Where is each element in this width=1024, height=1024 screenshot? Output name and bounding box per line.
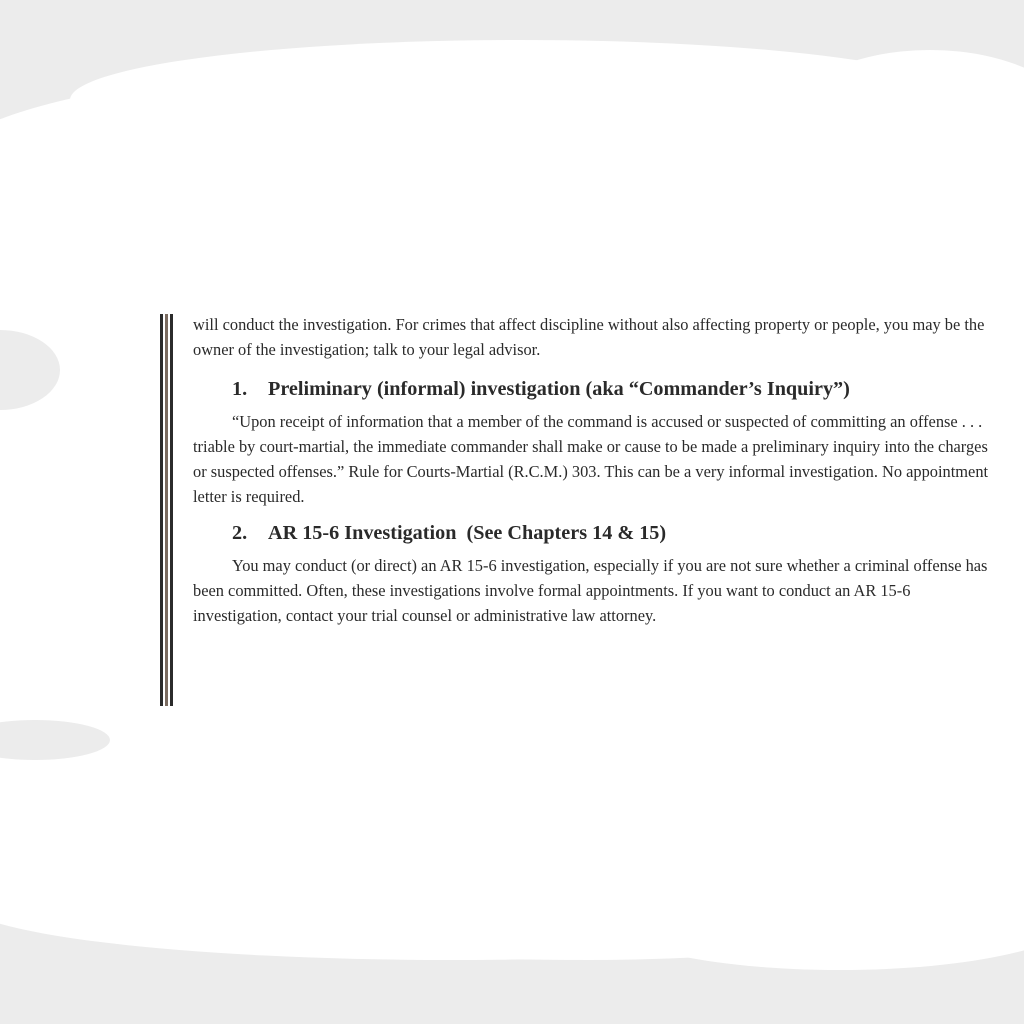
- margin-rule-dark: [160, 314, 163, 706]
- section-title: Preliminary (informal) investigation (aka “Commander’s Inquiry”): [268, 378, 850, 400]
- section-title: AR 15-6 Investigation (See Chapters 14 & 15): [268, 522, 667, 544]
- section-number: 1.: [232, 378, 248, 400]
- section-heading-ar-15-6-investigation: [193, 519, 999, 547]
- margin-rule-dark: [170, 314, 173, 706]
- section-number: 2.: [232, 522, 248, 544]
- section-heading-preliminary-investigation: [193, 375, 999, 403]
- document-body: [193, 312, 999, 628]
- section-body-preliminary-investigation: “Upon receipt of information that a member of the command is accused or suspected of committing an offense . . . triable by court-martial, the immediate commander shall make or cause to be made a preliminary inquiry into the charges or suspected offenses.” Rule for Courts-Martial (R.C.M.) 303. This can be a very informal investigation. No appointment letter is required.: [193, 412, 989, 506]
- intro-paragraph: will conduct the investigation. For crimes that affect discipline without also affecting property or people, you may be the owner of the investigation; talk to your legal advisor.: [193, 315, 985, 359]
- margin-rule-brown: [165, 314, 168, 706]
- section-body-ar-15-6-investigation: You may conduct (or direct) an AR 15-6 investigation, especially if you are not sure whether a criminal offense has been committed. Often, these investigations involve formal appointments. If you want to conduct an AR 15-6 investigation, contact your trial counsel or administrative law attorney.: [193, 556, 988, 625]
